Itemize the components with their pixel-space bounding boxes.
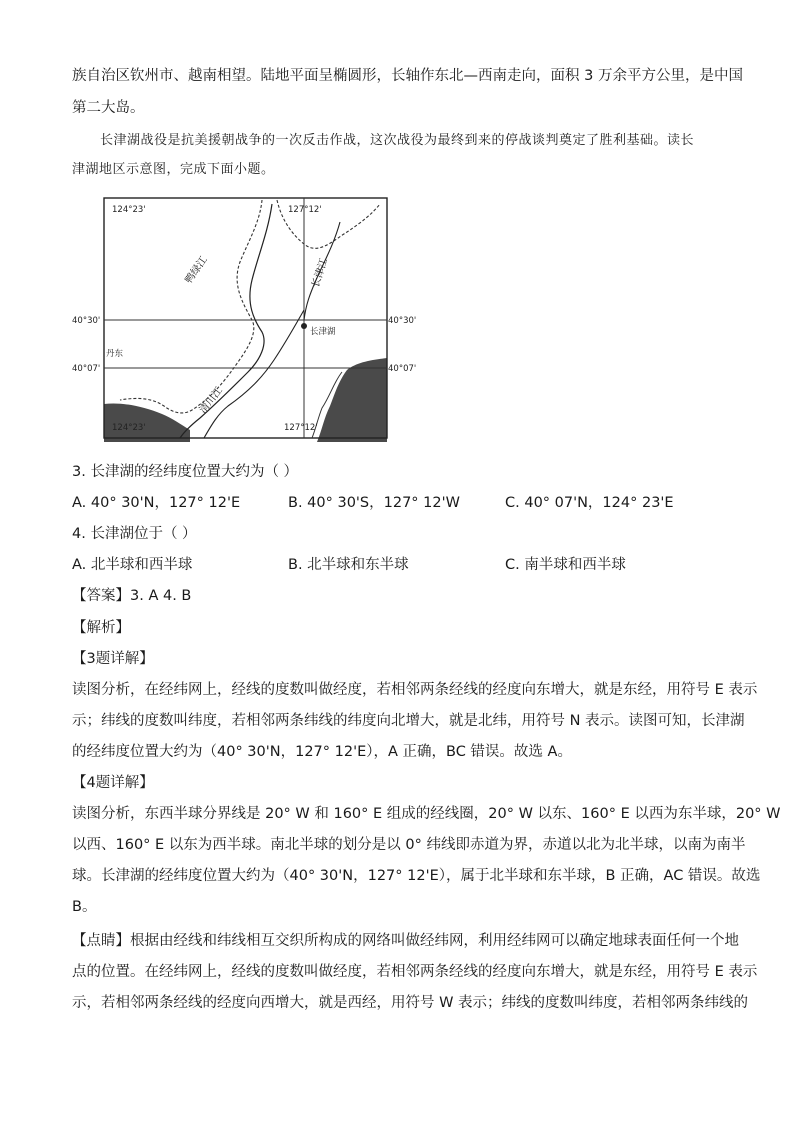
label-city: 丹东 [106,349,124,359]
label-lat-upper-right: 40°30' [388,316,417,326]
answer-text: 3. A 4. B [130,588,192,604]
question-stem: 3. 长津湖的经纬度位置大约为（ ） [72,464,299,480]
option-b: B. 北半球和东半球 [288,557,409,573]
label-lat-lower-right: 40°07' [388,364,417,374]
label-lon-left-top: 124°23' [112,205,146,215]
river-yalu [180,204,272,438]
lake-marker [301,323,307,329]
shaded-area-right [317,358,387,442]
label-lat-upper-left: 40°30' [72,316,101,326]
map-svg [72,192,417,442]
label-lon-left-bottom: 124°23' [112,423,146,433]
tips-line: 点的位置。在经纬网上，经线的度数叫做经度，若相邻两条经线的经度向东增大，就是东经，用符号 E 表示 [72,964,758,980]
label-river-changjin: 长津江 [310,256,331,289]
intro-line: 津湖地区示意图，完成下面小题。 [72,162,275,177]
tips-tag: 【点睛】 [72,933,130,949]
detail-line: 读图分析，东西半球分界线是 20° W 和 160° E 组成的经线圈，20° W 以东、160° E 以西为东半球，20° W [72,806,781,822]
label-lake: 长津湖 [310,327,336,337]
option-c: C. 南半球和西半球 [505,557,626,573]
label-lat-lower-left: 40°07' [72,364,101,374]
changjin-lake-map [72,192,417,442]
analysis-tag: 【解析】 [72,620,130,636]
tips-line: 示，若相邻两条经线的经度向西增大，就是西经，用符号 W 表示；纬线的度数叫纬度，若相邻两条纬线的 [72,995,749,1011]
detail-line: 读图分析，在经纬网上，经线的度数叫做经度，若相邻两条经线的经度向东增大，就是东经，用符号 E 表示 [72,682,758,698]
paragraph-line: 族自治区钦州市、越南相望。陆地平面呈椭圆形，长轴作东北—西南走向，面积 3 万余平方公里，是中国 [72,68,743,84]
option-b: B. 40° 30'S，127° 12'W [288,495,460,511]
detail-line: B。 [72,899,97,915]
option-a: A. 北半球和西半球 [72,557,193,573]
label-river-yalu: 鸭绿江 [183,254,210,286]
detail-line: 的经纬度位置大约为（40° 30'N，127° 12'E），A 正确，BC 错误。故选 A。 [72,744,572,760]
answer-tag: 【答案】 [72,588,130,604]
label-lon-right-top: 127°12' [288,205,322,215]
intro-line: 长津湖战役是抗美援朝战争的一次反击作战，这次战役为最终到来的停战谈判奠定了胜利基础。读长 [100,133,695,148]
detail-line: 示；纬线的度数叫纬度，若相邻两条纬线的纬度向北增大，就是北纬，用符号 N 表示。读图可知，长津湖 [72,713,745,729]
label-lon-right-bottom: 127°12' [284,423,318,433]
label-river-qingchuan: 清川江 [197,385,225,416]
border-line-west [120,200,262,413]
tips-line [72,931,739,951]
question-stem: 4. 长津湖位于（ ） [72,526,197,542]
option-a: A. 40° 30'N，127° 12'E [72,495,241,511]
paragraph-line: 第二大岛。 [72,100,145,116]
detail-line: 以西、160° E 以东为西半球。南北半球的划分是以 0° 纬线即赤道为界，赤道以北为北半球，以南为南半 [72,837,746,853]
answer-line [72,586,191,606]
detail-tag: 【4题详解】 [72,775,154,791]
option-c: C. 40° 07'N，124° 23'E [505,495,674,511]
tips-text: 根据由经线和纬线相互交织所构成的网络叫做经纬网，利用经纬网可以确定地球表面任何一个地 [130,933,739,949]
detail-tag: 【3题详解】 [72,651,154,667]
detail-line: 球。长津湖的经纬度位置大约为（40° 30'N，127° 12'E），属于北半球和东半球，B 正确，AC 错误。故选 [72,868,761,884]
